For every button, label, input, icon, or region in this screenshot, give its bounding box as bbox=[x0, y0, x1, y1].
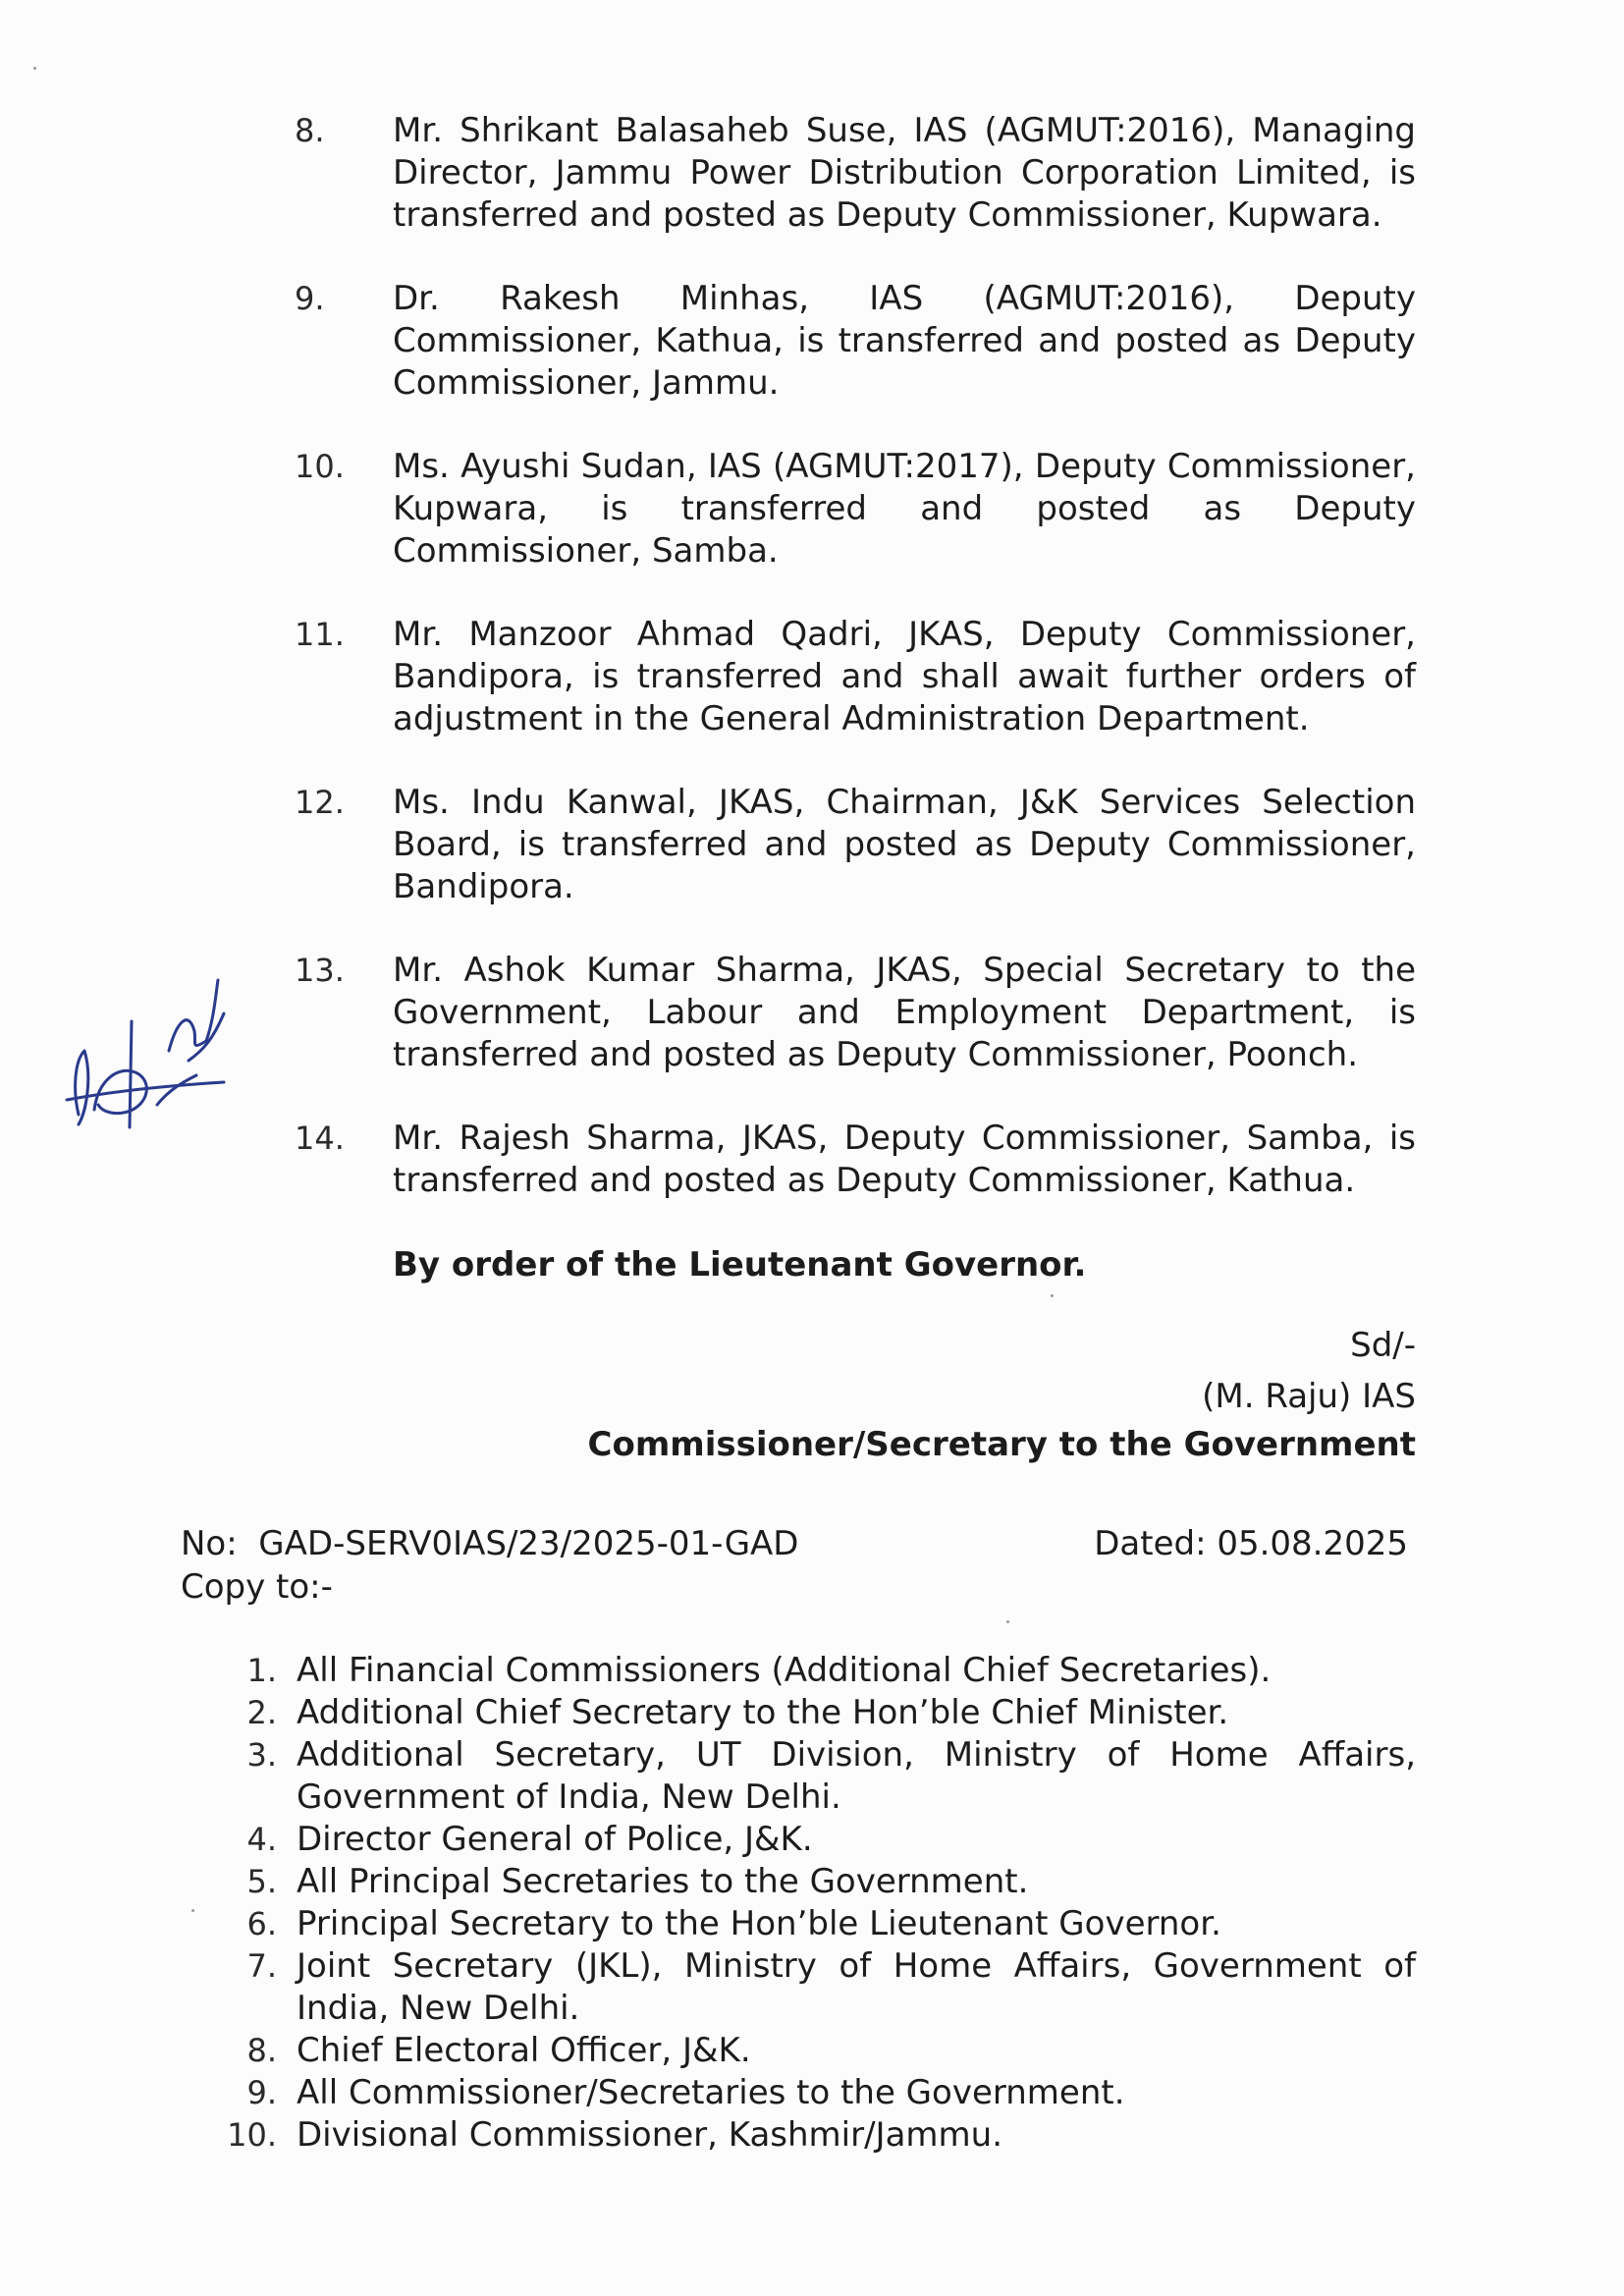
order-number: 8. bbox=[295, 112, 325, 149]
list-item bbox=[220, 2030, 1416, 2072]
list-item bbox=[220, 2114, 1416, 2157]
list-item-number: 3. bbox=[246, 1736, 277, 1774]
list-item-number: 7. bbox=[246, 1947, 277, 1985]
list-item-number: 4. bbox=[246, 1821, 277, 1858]
list-item bbox=[220, 1819, 1416, 1861]
order-text: Mr. Rajesh Sharma, JKAS, Deputy Commissioner, Samba, is transferred and posted as Deputy Commissioner, Kathua. bbox=[393, 1119, 1416, 1200]
list-item-number: 9. bbox=[246, 2074, 277, 2111]
scan-speck bbox=[33, 67, 36, 70]
scan-speck bbox=[191, 1909, 194, 1912]
signatory-name: (M. Raju) IAS bbox=[1202, 1377, 1416, 1416]
order-number: 9. bbox=[295, 280, 325, 317]
list-item-text: Additional Chief Secretary to the Hon’ble Chief Minister. bbox=[297, 1693, 1229, 1732]
list-item-text: Principal Secretary to the Hon’ble Lieutenant Governor. bbox=[297, 1904, 1221, 1943]
order-item bbox=[295, 950, 1416, 1076]
reference-date: Dated: 05.08.2025 bbox=[1094, 1524, 1408, 1563]
list-item bbox=[220, 1945, 1416, 2030]
list-item-text: Divisional Commissioner, Kashmir/Jammu. bbox=[297, 2115, 1003, 2155]
list-item-number: 2. bbox=[246, 1694, 277, 1731]
list-item-text: Chief Electoral Officer, J&K. bbox=[297, 2031, 751, 2070]
list-item-number: 6. bbox=[246, 1905, 277, 1942]
reference-number: No: GAD-SERV0IAS/23/2025-01-GAD bbox=[181, 1524, 799, 1563]
signatory-designation: Commissioner/Secretary to the Government bbox=[587, 1425, 1416, 1464]
list-item-number: 5. bbox=[246, 1863, 277, 1900]
scan-speck bbox=[1051, 1294, 1054, 1297]
list-item-number: 1. bbox=[246, 1652, 277, 1689]
order-text: Ms. Ayushi Sudan, IAS (AGMUT:2017), Deputy Commissioner, Kupwara, is transferred and posted as Deputy Commissioner, Samba. bbox=[393, 447, 1416, 571]
by-order-line: By order of the Lieutenant Governor. bbox=[393, 1245, 1087, 1285]
list-item-number: 8. bbox=[246, 2032, 277, 2069]
orders-list bbox=[295, 110, 1416, 1243]
list-item bbox=[220, 1903, 1416, 1945]
list-item-text: Joint Secretary (JKL), Ministry of Home Affairs, Government of India, New Delhi. bbox=[297, 1946, 1416, 2028]
handwritten-signature bbox=[59, 903, 236, 1159]
scan-speck bbox=[1006, 1620, 1009, 1623]
order-text: Mr. Ashok Kumar Sharma, JKAS, Special Secretary to the Government, Labour and Employment Department, is transferred and posted as Deputy Commissioner, Poonch. bbox=[393, 951, 1416, 1074]
copy-to-list bbox=[220, 1650, 1416, 2157]
list-item-number: 10. bbox=[227, 2116, 277, 2154]
list-item-text: All Commissioner/Secretaries to the Government. bbox=[297, 2073, 1125, 2112]
order-number: 10. bbox=[295, 448, 345, 485]
order-number: 12. bbox=[295, 784, 345, 821]
order-item bbox=[295, 1118, 1416, 1202]
order-item bbox=[295, 446, 1416, 573]
list-item-text: All Principal Secretaries to the Government. bbox=[297, 1862, 1029, 1901]
list-item bbox=[220, 1692, 1416, 1734]
list-item bbox=[220, 1861, 1416, 1903]
order-text: Mr. Manzoor Ahmad Qadri, JKAS, Deputy Commissioner, Bandipora, is transferred and shall await further orders of adjustment in the General Administration Department. bbox=[393, 615, 1416, 738]
order-number: 11. bbox=[295, 616, 345, 653]
list-item-text: Additional Secretary, UT Division, Ministry of Home Affairs, Government of India, New Delhi. bbox=[297, 1735, 1416, 1817]
order-item bbox=[295, 614, 1416, 740]
list-item bbox=[220, 1650, 1416, 1692]
list-item-text: All Financial Commissioners (Additional Chief Secretaries). bbox=[297, 1651, 1272, 1690]
order-text: Dr. Rakesh Minhas, IAS (AGMUT:2016), Deputy Commissioner, Kathua, is transferred and posted as Deputy Commissioner, Jammu. bbox=[393, 279, 1416, 403]
order-item bbox=[295, 110, 1416, 237]
list-item bbox=[220, 2072, 1416, 2114]
list-item bbox=[220, 1734, 1416, 1819]
order-item bbox=[295, 278, 1416, 405]
list-item-text: Director General of Police, J&K. bbox=[297, 1820, 813, 1859]
order-number: 13. bbox=[295, 952, 345, 989]
sd-mark: Sd/- bbox=[1350, 1326, 1416, 1365]
order-text: Mr. Shrikant Balasaheb Suse, IAS (AGMUT:2016), Managing Director, Jammu Power Distribution Corporation Limited, is transferred and posted as Deputy Commissioner, Kupwara. bbox=[393, 111, 1416, 235]
copy-to-label: Copy to:- bbox=[181, 1567, 333, 1607]
order-number: 14. bbox=[295, 1120, 345, 1157]
order-item bbox=[295, 782, 1416, 908]
order-text: Ms. Indu Kanwal, JKAS, Chairman, J&K Services Selection Board, is transferred and posted as Deputy Commissioner, Bandipora. bbox=[393, 783, 1416, 906]
